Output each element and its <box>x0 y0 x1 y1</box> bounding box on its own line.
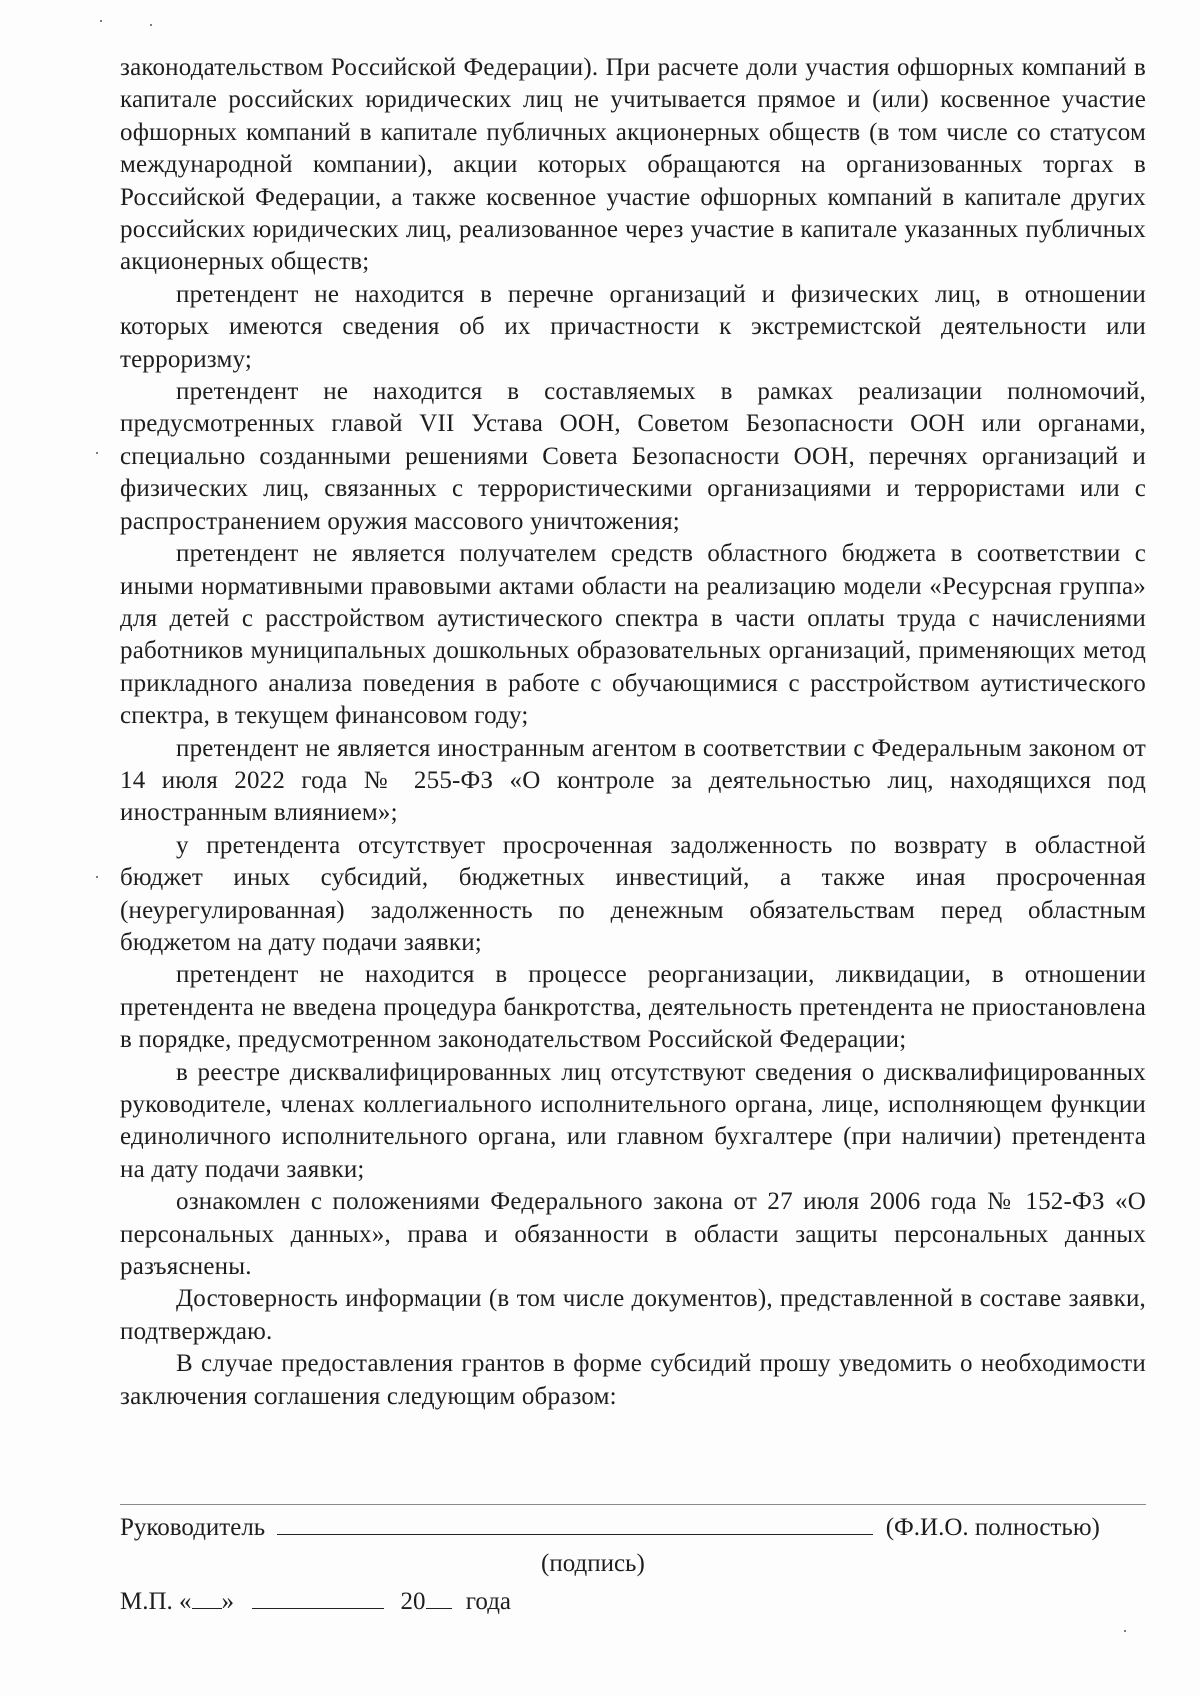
head-signature-field[interactable] <box>277 1510 873 1535</box>
paragraph-confirmation: Достоверность информации (в том числе документов), представленной в составе заявки, подтверждаю. <box>120 1285 1146 1345</box>
paragraph-foreign-agent: претендент не является иностранным агентом в соответствии с Федеральным законом от 14 июля 2022 года № 255-ФЗ «О контроле за деятельностью лиц, находящихся под иностранным влиянием»; <box>120 734 1146 827</box>
signature-hint: (подпись) <box>541 1550 645 1577</box>
paragraph-reorganization: претендент не находится в процессе реорганизации, ликвидации, в отношении претендента не введена процедура банкротства, деятельность претендента не приостановлена в порядке, предусмотренном законодательством Российской Федерации; <box>120 961 1146 1054</box>
date-month-field[interactable] <box>252 1584 384 1609</box>
paragraph-un-lists: претендент не находится в составляемых в рамках реализации полномочий, предусмотренных главой VII Устава ООН, Советом Безопасности ООН или органами, специально созданными решениями Совета Безопасности ООН, перечнях организаций и физических лиц, связанных с террористическими организациями и террористами или с распространением оружия массового уничтожения; <box>120 378 1146 535</box>
scan-speck <box>96 452 98 454</box>
paragraph-extremism-list: претендент не находится в перечне организаций и физических лиц, в отношении которых имеются сведения об их причастности к экстремистской деятельности или терроризму; <box>120 280 1146 373</box>
stamp-label: М.П. « <box>120 1588 192 1615</box>
paragraph-personal-data: ознакомлен с положениями Федерального закона от 27 июля 2006 года № 152-ФЗ «О персональных данных», права и обязанности в области защиты персональных данных разъяснены. <box>120 1188 1146 1281</box>
year-suffix: года <box>465 1588 512 1615</box>
scan-speck <box>150 24 152 26</box>
head-signature-row <box>120 1510 1100 1544</box>
date-day-field[interactable] <box>192 1584 222 1609</box>
year-prefix: 20 <box>400 1588 426 1615</box>
paragraph-overdue-debt: у претендента отсутствует просроченная задолженность по возврату в областной бюджет иных субсидий, бюджетных инвестиций, а также иная просроченная (неурегулированная) задолженность по денежным обязательствам перед областным бюджетом на дату подачи заявки; <box>120 831 1146 956</box>
paragraph-notification: В случае предоставления грантов в форме субсидий прошу уведомить о необходимости заключения соглашения следующим образом: <box>120 1350 1146 1410</box>
paragraph-disqualified-registry: в реестре дисквалифицированных лиц отсутствуют сведения о дисквалифицированных руководителе, членах коллегиального исполнительного органа, лице, исполняющем функции единоличного исполнительного органа, или главном бухгалтере (при наличии) претендента на дату подачи заявки; <box>120 1058 1146 1183</box>
separator-line <box>120 1504 1146 1505</box>
stamp-date-row <box>120 1584 511 1618</box>
document-body <box>120 52 1146 1413</box>
paragraph-regional-budget: претендент не является получателем средств областного бюджета в соответствии с иными нормативными правовыми актами области на реализацию модели «Ресурсная группа» для детей с расстройством аутистического спектра в части оплаты труда с начислениями работников муниципальных дошкольных образовательных организаций, применяющих метод прикладного анализа поведения в работе с обучающимися с расстройством аутистического спектра, в текущем финансовом году; <box>120 540 1146 730</box>
scan-speck <box>100 20 102 22</box>
scan-speck <box>1124 1630 1126 1632</box>
name-hint: (Ф.И.О. полностью) <box>885 1514 1100 1541</box>
date-close-quote: » <box>221 1588 235 1615</box>
paragraph-offshore-participation: законодательством Российской Федерации). При расчете доли участия офшорных компаний в капитале российских юридических лиц не учитывается прямое и (или) косвенное участие офшорных компаний в капитале публичных акционерных обществ (в том числе со статусом международной компании), акции которых обращаются на организованных торгах в Российской Федерации, а также косвенное участие офшорных компаний в капитале других российских юридических лиц, реализованное через участие в капитале указанных публичных акционерных обществ; <box>120 54 1146 276</box>
date-year-field[interactable] <box>426 1584 452 1609</box>
scan-speck <box>96 876 98 878</box>
head-label: Руководитель <box>120 1514 266 1541</box>
